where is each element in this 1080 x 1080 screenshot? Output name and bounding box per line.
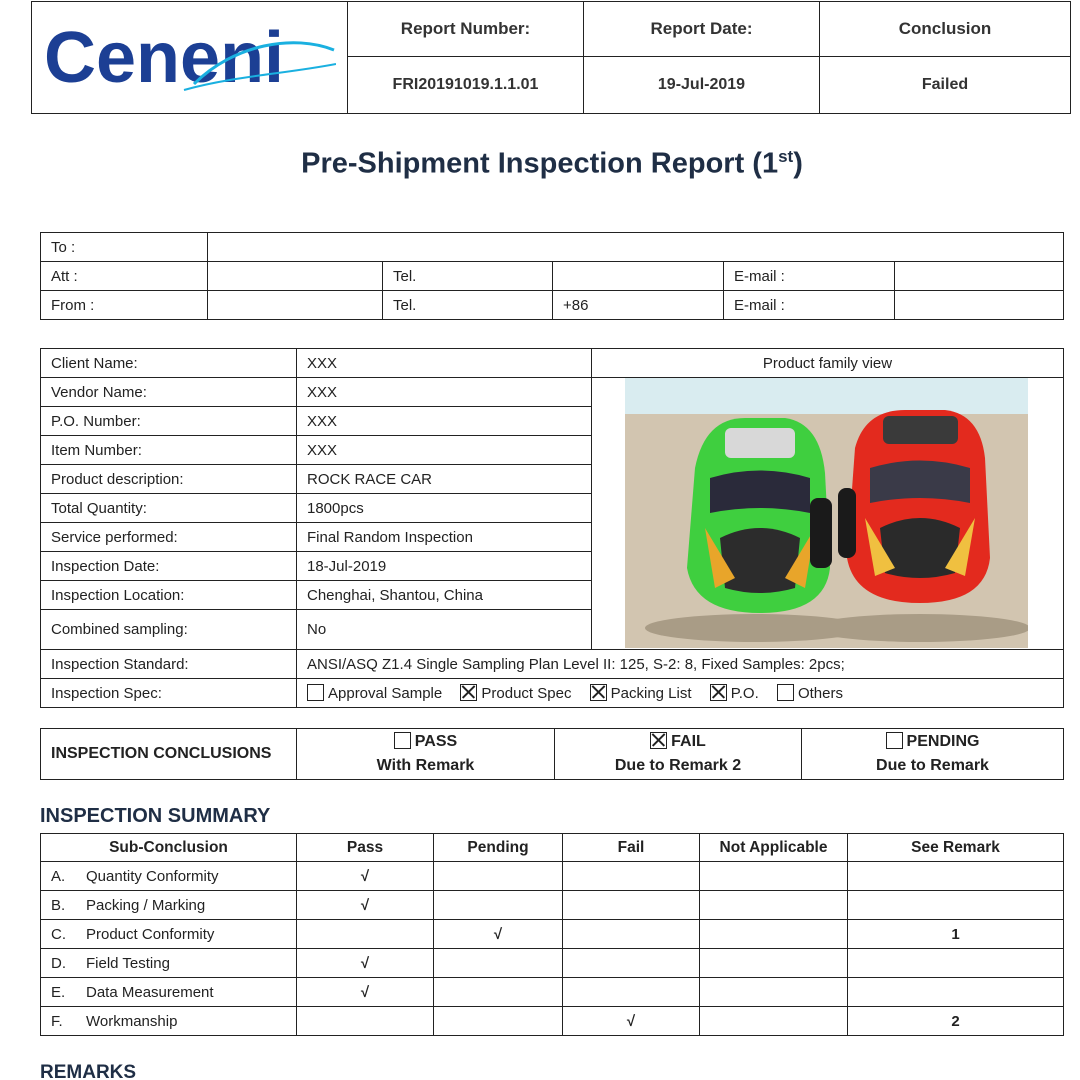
table-row: C. Product Conformity √ 1	[41, 920, 1064, 949]
pending-sub: Due to Remark	[876, 757, 989, 774]
report-meta	[348, 2, 1070, 113]
info-value: Chenghai, Shantou, China	[297, 581, 592, 610]
from-tel-label: Tel.	[383, 291, 553, 320]
col-header: Fail	[563, 834, 700, 862]
info-value: XXX	[297, 349, 592, 378]
to-label: To :	[41, 233, 208, 262]
spec-checkbox[interactable]	[710, 684, 727, 701]
standard-label: Inspection Standard:	[41, 650, 297, 679]
summary-heading: INSPECTION SUMMARY	[40, 805, 271, 827]
photo-cell	[592, 378, 1064, 650]
summary-header-row	[41, 834, 1064, 862]
spec-option-label: Product Spec	[481, 685, 572, 702]
col-header: Not Applicable	[700, 834, 848, 862]
col-header: Sub-Conclusion	[41, 834, 297, 862]
conclusions-table	[40, 728, 1064, 780]
info-value: 18-Jul-2019	[297, 552, 592, 581]
pending-label: PENDING	[906, 733, 980, 750]
info-label: Total Quantity:	[41, 494, 297, 523]
spec-options	[297, 679, 1064, 708]
att-email-label: E-mail :	[724, 262, 895, 291]
logo-cell	[32, 2, 348, 113]
standard-row	[41, 650, 1064, 679]
info-value: 1800pcs	[297, 494, 592, 523]
conclusion-label: Conclusion	[820, 2, 1070, 57]
fail-checkbox[interactable]	[650, 732, 667, 749]
pass-label: PASS	[414, 733, 458, 750]
pending-option	[802, 729, 1064, 780]
to-value	[208, 233, 1064, 262]
info-value: No	[297, 610, 592, 650]
info-row	[41, 349, 1064, 378]
report-number: FRI20191019.1.1.01	[348, 57, 584, 113]
info-table	[40, 348, 1064, 708]
remarks-heading: REMARKS	[40, 1062, 137, 1080]
report-date-label: Report Date:	[584, 2, 820, 57]
table-row: A. Quantity Conformity √	[41, 862, 1064, 891]
info-label: Item Number:	[41, 436, 297, 465]
table-row: D. Field Testing √	[41, 949, 1064, 978]
spec-checkbox[interactable]	[460, 684, 477, 701]
info-value: XXX	[297, 378, 592, 407]
report-number-label: Report Number:	[348, 2, 584, 57]
spec-option-label: Approval Sample	[328, 685, 443, 702]
info-value: XXX	[297, 436, 592, 465]
pass-sub: With Remark	[376, 757, 475, 774]
pass-option	[297, 729, 555, 780]
from-row	[41, 291, 1064, 320]
from-label: From :	[41, 291, 208, 320]
logo-text: Ceneni	[44, 24, 285, 96]
pending-checkbox[interactable]	[886, 732, 903, 749]
report-date: 19-Jul-2019	[584, 57, 820, 113]
table-row: E. Data Measurement √	[41, 978, 1064, 1007]
att-tel-label: Tel.	[383, 262, 553, 291]
from-tel: +86	[553, 291, 724, 320]
info-label: Combined sampling:	[41, 610, 297, 650]
spec-option-label: Packing List	[610, 685, 692, 702]
spec-checkbox[interactable]	[777, 684, 794, 701]
spec-checkbox[interactable]	[307, 684, 324, 701]
info-label: Inspection Location:	[41, 581, 297, 610]
info-label: Inspection Date:	[41, 552, 297, 581]
product-photo	[625, 378, 1028, 648]
att-label: Att :	[41, 262, 208, 291]
conclusion-value: Failed	[921, 76, 969, 93]
info-value: Final Random Inspection	[297, 523, 592, 552]
fail-option	[555, 729, 802, 780]
info-label: Product description:	[41, 465, 297, 494]
info-row	[41, 378, 1064, 407]
att-row	[41, 262, 1064, 291]
info-label: Vendor Name:	[41, 378, 297, 407]
conclusions-label: INSPECTION CONCLUSIONS	[41, 729, 297, 780]
fail-sub: Due to Remark 2	[614, 757, 742, 774]
spec-label: Inspection Spec:	[41, 679, 297, 708]
report-header	[31, 1, 1071, 114]
col-header: Pass	[297, 834, 434, 862]
ceneni-logo	[44, 24, 336, 96]
info-value: ROCK RACE CAR	[297, 465, 592, 494]
table-row: B. Packing / Marking √	[41, 891, 1064, 920]
spec-checkbox[interactable]	[590, 684, 607, 701]
from-email-label: E-mail :	[724, 291, 895, 320]
table-row: F. Workmanship √ 2	[41, 1007, 1064, 1036]
spec-option-label: P.O.	[730, 685, 759, 702]
summary-table	[40, 833, 1064, 1036]
col-header: See Remark	[848, 834, 1064, 862]
spec-row	[41, 679, 1064, 708]
spec-option-label: Others	[797, 685, 843, 702]
page-title: Pre-Shipment Inspection Report (1st)	[301, 147, 803, 180]
info-label: Service performed:	[41, 523, 297, 552]
info-label: Client Name:	[41, 349, 297, 378]
pass-checkbox[interactable]	[394, 732, 411, 749]
fail-label: FAIL	[671, 733, 706, 750]
info-value: XXX	[297, 407, 592, 436]
col-header: Pending	[434, 834, 563, 862]
to-row	[41, 233, 1064, 262]
contact-table	[40, 232, 1064, 320]
info-label: P.O. Number:	[41, 407, 297, 436]
standard-value: ANSI/ASQ Z1.4 Single Sampling Plan Level II: 125, S-2: 8, Fixed Samples: 2pcs;	[297, 650, 1064, 679]
photo-label: Product family view	[592, 349, 1064, 378]
